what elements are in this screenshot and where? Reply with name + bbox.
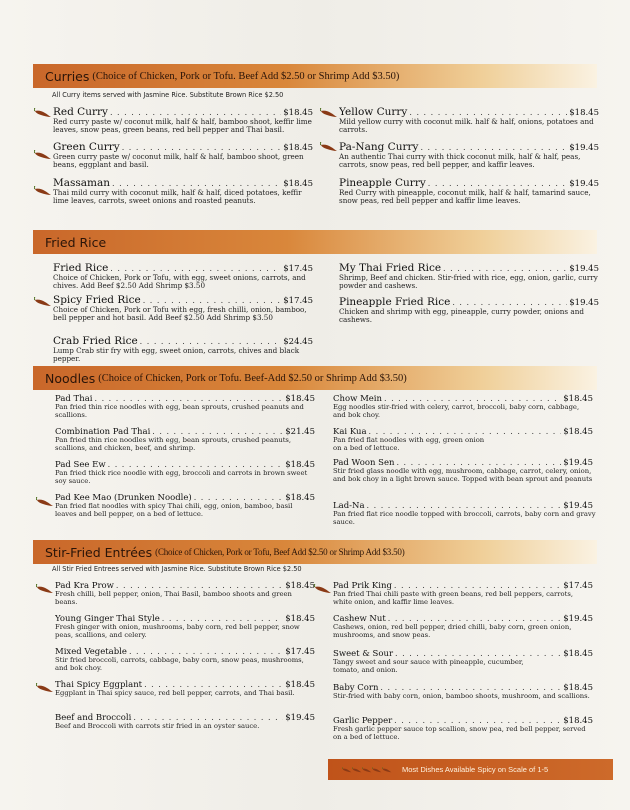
menu-item: Pad Prik King . . . $17.45 Pan fried Thai chili paste with green beans, red bell peppers, carrots, white onion, and kaffir lime leaves. (333, 581, 593, 607)
chili-pepper-icon (342, 766, 352, 774)
fried-rice-banner (33, 230, 597, 254)
chili-pepper-icon (352, 766, 362, 774)
stir-fried-note: All Stir Fried Entrees served with Jasmine Rice. Substitute Brown Rice $2.50 (52, 565, 302, 573)
menu-item: Pad Kee Mao (Drunken Noodle) . . . $18.45 Pan fried flat noodles with spicy Thai chili, egg, onion, bamboo, basil leaves and bell pepper, on a bed of lettuce. (55, 493, 315, 519)
chili-pepper-icon (320, 108, 338, 118)
chili-pepper-icon (36, 497, 54, 507)
menu-item: Mixed Vegetable . . . $17.45 Stir fried broccoli, carrots, cabbage, baby corn, snow peas, mushrooms, and bok choy. (55, 647, 315, 673)
stir-fried-banner (33, 540, 597, 564)
section-title: Fried Rice (45, 234, 107, 250)
menu-item: Pad Kra Prow . . . $18.45 Fresh chilli, bell pepper, onion, Thai Basil, bamboo shoots and green beans. (55, 581, 315, 607)
chili-pepper-icon (382, 766, 392, 774)
section-subtitle: (Choice of Chicken, Pork or Tofu. Beef Add $2.50 or Shrimp Add $3.50) (92, 70, 400, 82)
chili-pepper-icon (314, 584, 332, 594)
menu-item: Spicy Fried Rice . . . $17.45 Choice of Chicken, Pork or Tofu with egg, fresh chilli, onion, bamboo, bell pepper and hot basil. Add Beef $2.50 Add Shrimp $3.50 (53, 294, 313, 323)
menu-item: Green Curry . . . $18.45 Green curry paste w/ coconut milk, half & half, bamboo shoot, green beans, eggplant and basil. (53, 141, 313, 170)
spicy-scale-text: Most Dishes Available Spicy on Scale of 1-5 (402, 765, 549, 774)
menu-item: Pad Thai . . . $18.45 Pan fried thin rice noodles with egg, bean sprouts, crushed peanuts and scallions. (55, 394, 315, 420)
chili-pepper-icon (36, 683, 54, 693)
chili-pepper-icon (320, 142, 338, 152)
menu-item: Beef and Broccoli . . . $19.45 Beef and Broccoli with carrots stir fried in an oyster sauce. (55, 713, 315, 731)
menu-item: Massaman . . . $18.45 Thai mild curry with coconut milk, half & half, diced potatoes, keffir lime leaves, carrots, sweet onions and roasted peanuts. (53, 177, 313, 206)
chili-pepper-icon (34, 108, 52, 118)
menu-item: Garlic Pepper . . . $18.45 Fresh garlic pepper sauce top scallion, snow pea, red bell pepper, served on a bed of lettuce. (333, 716, 593, 742)
menu-item: Fried Rice . . . $17.45 Choice of Chicken, Pork or Tofu, with egg, sweet onions, carrots, and chives. Add Beef $2.50 Add Shrimp $3.50 (53, 262, 313, 291)
menu-item: My Thai Fried Rice . . . $19.45 Shrimp, Beef and chicken. Stir-fried with rice, egg, onion, garlic, curry powder and cashews. (339, 262, 599, 291)
menu-item: Young Ginger Thai Style . . . $18.45 Fresh ginger with onion, mushrooms, baby corn, red bell pepper, snow peas, scallions, and celery. (55, 614, 315, 640)
chili-pepper-icon (34, 186, 52, 196)
noodles-banner (33, 366, 597, 390)
chili-pepper-icon (34, 150, 52, 160)
menu-item: Thai Spicy Eggplant . . . $18.45 Eggplant in Thai spicy sauce, red bell pepper, carrots, and Thai basil. (55, 680, 315, 698)
chili-pepper-icon (362, 766, 372, 774)
section-subtitle: (Choice of Chicken, Pork or Tofu. Beef-Add $2.50 or Shrimp Add $3.50) (98, 372, 407, 384)
curries-banner (33, 64, 597, 88)
menu-item: Pad Woon Sen . . . $19.45 Stir fried glass noodle with egg, mushroom, cabbage, carrot, celery, onion, and bok choy in a light brown sauce. Topped with bean sprout and peanuts (333, 458, 603, 484)
chili-pepper-icon (36, 584, 54, 594)
menu-item: Red Curry . . . $18.45 Red curry paste w/ coconut milk, half & half, bamboo shoot, keffir lime leaves, snow peas, green beans, red bell pepper and Thai basil. (53, 106, 313, 135)
section-title: Stir-Fried Entrées (45, 544, 153, 560)
menu-item: Pad See Ew . . . $18.45 Pan fried thick rice noodle with egg, broccoli and carrots in brown sweet soy sauce. (55, 460, 315, 486)
spicy-scale-banner (328, 759, 613, 780)
menu-item: Pineapple Curry . . . $19.45 Red Curry with pineapple, coconut milk, half & half, tamarind sauce, snow peas, red bell pepper and kaffir lime leaves. (339, 177, 599, 206)
menu-item: Combination Pad Thai . . . $21.45 Pan fried thin rice noodles with egg, bean sprouts, crushed peanuts, scallions, and chicken, beef, and shrimp. (55, 427, 315, 453)
curries-note: All Curry items served with Jasmine Rice. Substitute Brown Rice $2.50 (52, 91, 284, 99)
menu-item: Pineapple Fried Rice . . . $19.45 Chicken and shrimp with egg, pineapple, curry powder, onions and cashews. (339, 296, 599, 325)
menu-item: Yellow Curry . . . $18.45 Mild yellow curry with coconut milk. half & half, onions, potatoes and carrots. (339, 106, 599, 135)
chili-scale-icons (342, 766, 392, 774)
menu-item: Chow Mein . . . $18.45 Egg noodles stir-fried with celery, carrot, broccoli, baby corn, cabbage, and bok choy. (333, 394, 593, 420)
section-title: Curries (45, 68, 90, 84)
menu-item: Kai Kua . . . $18.45 Pan fried flat noodles with egg, green onion on a bed of lettuce. (333, 427, 593, 453)
menu-item: Cashew Nut . . . $19.45 Cashews, onion, red bell pepper, dried chilli, baby corn, green onion, mushrooms, and snow peas. (333, 614, 593, 640)
menu-item: Crab Fried Rice . . . $24.45 Lump Crab stir fry with egg, sweet onion, carrots, chives and black pepper. (53, 335, 313, 364)
menu-item: Pa-Nang Curry . . . $19.45 An authentic Thai curry with thick coconut milk, half & half, peas, carrots, snow peas, red bell pepper, and kaffir leaves. (339, 141, 599, 170)
menu-item: Baby Corn . . . $18.45 Stir-fried with baby corn, onion, bamboo shoots, mushroom, and scallions. (333, 683, 593, 701)
menu-item: Lad-Na . . . $19.45 Pan fried flat rice noodle topped with broccoli, carrots, baby corn and gravy sauce. (333, 501, 603, 527)
menu-item: Sweet & Sour . . . $18.45 Tangy sweet and sour sauce with pineapple, cucumber, tomato, and onion. (333, 649, 593, 675)
chili-pepper-icon (372, 766, 382, 774)
section-title: Noodles (45, 370, 96, 386)
chili-pepper-icon (34, 297, 52, 307)
section-subtitle: (Choice of Chicken, Pork or Tofu, Beef Add $2.50 or Shrimp Add $3.50) (155, 547, 405, 557)
